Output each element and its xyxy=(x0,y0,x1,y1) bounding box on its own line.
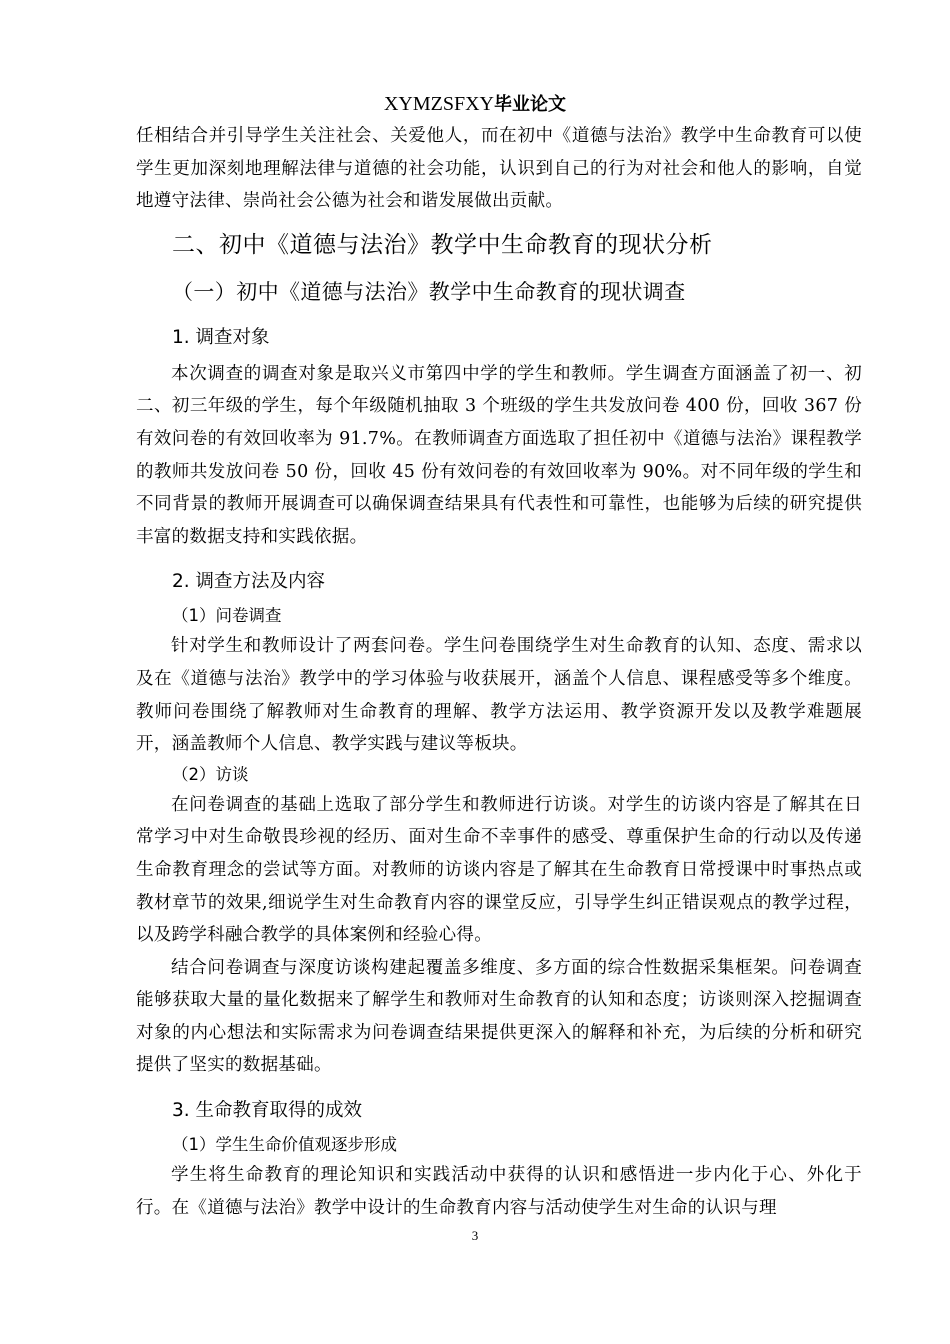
document-body xyxy=(136,120,862,1224)
item-1-paragraph: 本次调查的调查对象是取兴义市第四中学的学生和教师。学生调查方面涵盖了初一、初二、初三年级的学生，每个年级随机抽取 3 个班级的学生共发放问卷 400 份，回收 367 份有效问卷的有效回收率为 91.7%。在教师调查方面选取了担任初中《道德与法治》课程教学的教师共发放问卷 50 份，回收 45 份有效问卷的有效回收率为 90%。对不同年级的学生和不同背景的教师开展调查可以确保调查结果具有代表性和可靠性，也能够为后续的研究提供丰富的数据支持和实践依据。 xyxy=(136,363,862,547)
item-2-title: 2. 调查方法及内容 xyxy=(172,571,326,593)
page-header xyxy=(0,90,950,119)
interview-title: （2）访谈 xyxy=(172,764,249,784)
values-formed-paragraph: 学生将生命教育的理论知识和实践活动中获得的认识和感悟进一步内化于心、外化于行。在《道德与法治》教学中设计的生命教育内容与活动使学生对生命的认识与理 xyxy=(136,1165,862,1218)
item-3-title: 3. 生命教育取得的成效 xyxy=(172,1100,363,1122)
summary-paragraph: 结合问卷调查与深度访谈构建起覆盖多维度、多方面的综合性数据采集框架。问卷调查能够获取大量的量化数据来了解学生和教师对生命教育的认知和态度；访谈则深入挖掘调查对象的内心想法和实际需求为问卷调查结果提供更深入的解释和补充，为后续的分析和研究提供了坚实的数据基础。 xyxy=(136,957,862,1076)
questionnaire-paragraph: 针对学生和教师设计了两套问卷。学生问卷围绕学生对生命教育的认知、态度、需求以及在《道德与法治》教学中的学习体验与收获展开，涵盖个人信息、课程感受等多个维度。教师问卷围绕了解教师对生命教育的理解、教学方法运用、教学资源开发以及教学难题展开，涵盖教师个人信息、教学实践与建议等板块。 xyxy=(136,636,862,755)
header-school-code: XYMZSFXY xyxy=(383,93,495,115)
questionnaire-title: （1）问卷调查 xyxy=(172,606,282,626)
header-thesis-label: 毕业论文 xyxy=(494,94,567,115)
item-1-title: 1. 调查对象 xyxy=(172,326,270,348)
subsection-1-title: （一）初中《道德与法治》教学中生命教育的现状调查 xyxy=(172,279,686,304)
interview-paragraph: 在问卷调查的基础上选取了部分学生和教师进行访谈。对学生的访谈内容是了解其在日常学习中对生命敬畏珍视的经历、面对生命不幸事件的感受、尊重保护生命的行动以及传递生命教育理念的尝试等方面。对教师的访谈内容是了解其在生命教育日常授课中时事热点或教材章节的效果,细说学生对生命教育内容的课堂反应，引导学生纠正错误观点的教学过程，以及跨学科融合教学的具体案例和经验心得。 xyxy=(136,794,862,946)
values-formed-title: （1）学生生命价值观逐步形成 xyxy=(172,1135,397,1155)
page-number: 3 xyxy=(471,1228,479,1243)
section-2-title: 二、初中《道德与法治》教学中生命教育的现状分析 xyxy=(172,231,713,258)
intro-paragraph: 任相结合并引导学生关注社会、关爱他人，而在初中《道德与法治》教学中生命教育可以使学生更加深刻地理解法律与道德的社会功能，认识到自己的行为对社会和他人的影响，自觉地遵守法律、崇尚社会公德为社会和谐发展做出贡献。 xyxy=(136,126,862,212)
